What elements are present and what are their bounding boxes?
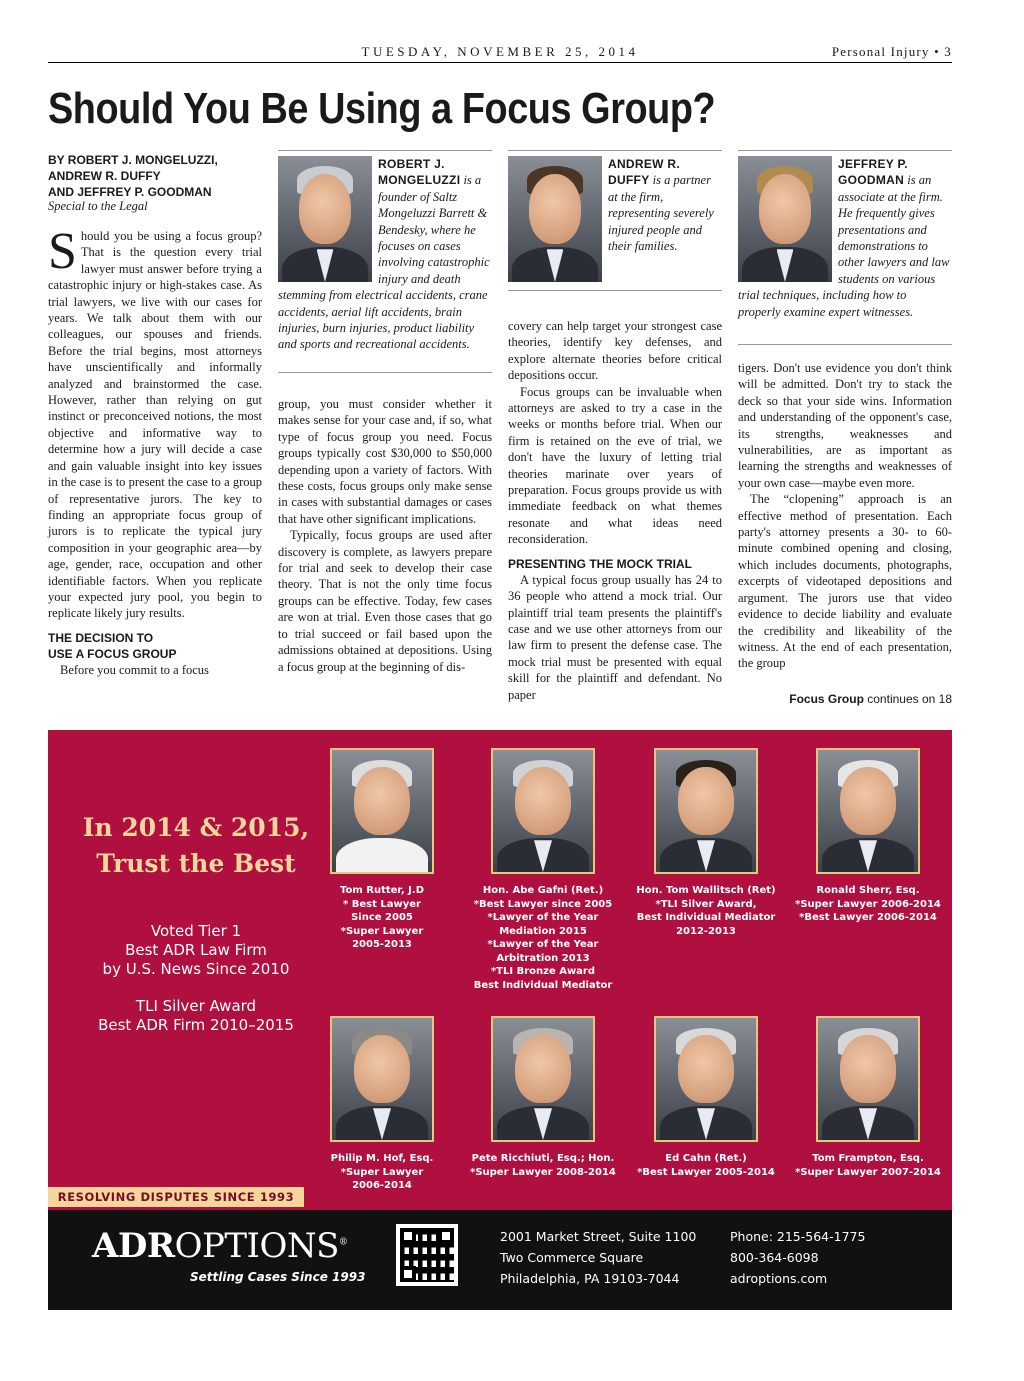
address-line: Philadelphia, PA 19103-7044 — [500, 1271, 680, 1286]
author-bio-mongeluzzi — [278, 156, 492, 353]
ad-photo-gafni — [491, 748, 595, 874]
person-award: *Super Lawyer 2007-2014 — [795, 1166, 941, 1178]
ad-award-text — [48, 997, 344, 1035]
author-bio-text: is an associate at the firm. He frequently gives presentations and demonstrations to other lawyers and law students on various trial techniques, including how to properly examine expert witnesses. — [738, 173, 950, 319]
person-award: *Super Lawyer 2006-2014 — [795, 898, 941, 910]
ad-photo-sherr — [816, 748, 920, 874]
continuation-rest: continues on 18 — [863, 692, 952, 706]
person-award: *Lawyer of the Year — [487, 912, 599, 923]
person-award: *Super Lawyer — [340, 1166, 424, 1178]
address-line: Two Commerce Square — [500, 1250, 644, 1265]
bio-rule — [278, 372, 492, 373]
person-award: Mediation 2015 — [499, 925, 587, 937]
person-name: Ed Cahn (Ret.) — [665, 1153, 747, 1164]
adroptions-logo — [92, 1226, 347, 1266]
person-name: Tom Frampton, Esq. — [812, 1153, 924, 1164]
bio-rule — [508, 290, 722, 291]
person-award: *TLI Silver Award, — [655, 898, 757, 910]
byline-line: AND JEFFREY P. GOODMAN — [48, 185, 212, 199]
phone-number: Phone: 215-564-1775 — [730, 1229, 866, 1244]
ad-caption-frampton — [793, 1152, 943, 1179]
byline-subtitle: Special to the Legal — [48, 199, 148, 213]
paragraph: A typical focus group usually has 24 to 36 people who attend a mock trial. Our plaintiff trial team presents the plaintiff's case and we use other attorneys from our law firm to present the defense case. The mock trial must be presented with equal skill for the plaintiff and defendant. No paper — [508, 572, 722, 702]
ad-photo-hof — [330, 1016, 434, 1142]
person-award: *TLI Bronze Award — [490, 966, 596, 977]
logo-registered: ® — [338, 1237, 348, 1248]
person-award: * Best Lawyer — [343, 898, 421, 910]
ad-banner: RESOLVING DISPUTES SINCE 1993 — [48, 1187, 304, 1207]
paragraph: group, you must consider whether it makes sense for your case and, if so, what type of focus group you need. Focus groups typically cost $30,000 to $50,000 depending upon a variety of factors. With these costs, focus groups only make sense in cases with substantial damages or cases that have other significant implications. — [278, 397, 492, 526]
person-award: Since 2005 — [351, 912, 413, 923]
ad-address — [500, 1226, 696, 1289]
person-award: Best Individual Mediator — [473, 979, 613, 991]
ad-caption-cahn — [631, 1152, 781, 1179]
ad-photo-cahn — [654, 1016, 758, 1142]
person-award: 2012-2013 — [676, 925, 736, 937]
ad-caption-wallitsch — [631, 884, 781, 938]
author-name: JEFFREY P. GOODMAN — [838, 157, 908, 188]
ad-photo-ricchiuti — [491, 1016, 595, 1142]
paragraph: Focus groups can be invaluable when attorneys are asked to try a case in the weeks or months before trial. When our firm is retained on the eve of trial, we don't have the luxury of letting trial theories marinate over years of preparation. Focus groups provide us with immediate feedback on what themes resonate and what ideas need reconsideration. — [508, 384, 722, 547]
ad-text-line: Best ADR Firm 2010–2015 — [98, 1016, 294, 1034]
paragraph: The “clopening” approach is an effective method of presentation. Each party's attorney presents a 30- to 60-minute combined opening and closing, which includes documents, photographs, excerpts of videotaped depositions and argument. The jurors use that video evidence to decide liability and evaluate the credibility and likeability of the witness. At the end of each presentation, the group — [738, 492, 952, 671]
person-award: *Super Lawyer — [340, 925, 424, 937]
ad-caption-rutter — [307, 884, 457, 952]
logo-bold: ADR — [92, 1226, 175, 1266]
person-award: *Best Lawyer 2005-2014 — [637, 1166, 775, 1178]
paragraph: covery can help target your strongest case theories, identify key defenses, and explore alternate theories before critical depositions occur. — [508, 319, 722, 383]
person-name: Hon. Tom Wallitsch (Ret) — [636, 885, 776, 896]
ad-title-line: In 2014 & 2015, — [82, 813, 310, 842]
author-name: ANDREW R. DUFFY — [608, 157, 681, 188]
ad-text-line: Voted Tier 1 — [150, 922, 242, 940]
byline-line: ANDREW R. DUFFY — [48, 169, 161, 183]
ad-photo-rutter — [330, 748, 434, 874]
continuation-note — [789, 692, 952, 706]
author-bio-text: is a partner at the firm, representing severely injured people and their families. — [608, 173, 714, 254]
byline-line: BY ROBERT J. MONGELUZZI, — [48, 153, 218, 167]
article-column-1 — [48, 223, 262, 678]
person-award: 2005-2013 — [352, 939, 412, 950]
bio-rule — [738, 150, 952, 151]
article-column-4 — [738, 360, 952, 672]
bio-rule — [278, 150, 492, 151]
drop-cap: S — [48, 223, 77, 280]
ad-caption-hof — [307, 1152, 457, 1193]
article-headline: Should You Be Using a Focus Group? — [48, 84, 716, 133]
article-column-2 — [278, 396, 492, 675]
ad-text-line: TLI Silver Award — [135, 997, 257, 1015]
ad-photo-frampton — [816, 1016, 920, 1142]
logo-light: OPTIONS — [174, 1226, 339, 1266]
person-name: Hon. Abe Gafni (Ret.) — [482, 885, 604, 896]
byline — [48, 152, 268, 200]
subhead-line: THE DECISION TO — [48, 630, 154, 645]
phone-number: 800-364-6098 — [730, 1250, 819, 1265]
paragraph: tigers. Don't use evidence you don't think will be admitted. Don't try to stack the deck so that your side wins. Information and understanding of the opponent's case, its strengths, weaknesses and vulnerabilities, are as important as learning the strengths and weaknesses of your own case—maybe even more. — [738, 361, 952, 490]
qr-code-icon[interactable] — [396, 1224, 458, 1286]
author-bio-goodman — [738, 156, 952, 320]
person-award: Best Individual Mediator — [636, 912, 776, 923]
subhead-mock-trial: PRESENTING THE MOCK TRIAL — [508, 556, 693, 571]
subhead-line: USE A FOCUS GROUP — [48, 646, 177, 661]
website-link[interactable]: adroptions.com — [730, 1271, 828, 1286]
person-award: Arbitration 2013 — [496, 952, 590, 964]
paragraph: Before you commit to a focus — [60, 662, 209, 677]
ad-contact — [730, 1226, 865, 1289]
ad-caption-gafni — [468, 884, 618, 992]
ad-caption-ricchiuti — [468, 1152, 618, 1179]
continuation-title: Focus Group — [789, 692, 864, 706]
ad-title-line: Trust the Best — [96, 849, 296, 878]
person-award: 2006-2014 — [352, 1180, 412, 1191]
ad-title — [48, 810, 344, 882]
subhead-decision — [48, 630, 262, 662]
header-rule — [48, 62, 952, 63]
article-column-3 — [508, 318, 722, 703]
author-bio-text: is a founder of Saltz Mongeluzzi Barrett & Bendesky, where he focuses on cases involving catastrophic injury and death stemming from electrical accidents, crane accidents, aerial lift accidents, brain injuries, burn injuries, product liability and sports and recreational accidents. — [278, 173, 490, 352]
ad-tagline: Settling Cases Since 1993 — [190, 1270, 366, 1284]
paragraph: Typically, focus groups are used after discovery is complete, as lawyers prepare for trial and seek to develop their case theory. That is not the only time focus groups can be effective. Today, few cases are won at trial. Even those cases that go to trial succeed or fail based upon the admissions obtained at depositions. Using a focus group at the beginning of dis- — [278, 528, 492, 674]
person-name: Philip M. Hof, Esq. — [330, 1153, 434, 1164]
ad-caption-sherr — [793, 884, 943, 925]
section-page-label: Personal Injury • 3 — [831, 44, 952, 59]
person-name: Tom Rutter, J.D — [340, 885, 424, 896]
bio-rule — [508, 150, 722, 151]
ad-photo-wallitsch — [654, 748, 758, 874]
person-award: *Best Lawyer since 2005 — [473, 898, 613, 910]
author-bio-duffy — [508, 156, 722, 284]
person-name: Ronald Sherr, Esq. — [816, 885, 920, 896]
person-award: *Lawyer of the Year — [487, 939, 599, 950]
author-name: ROBERT J. MONGELUZZI — [378, 157, 461, 188]
person-name: Pete Ricchiuti, Esq.; Hon. — [471, 1153, 615, 1164]
person-award: *Best Lawyer 2006-2014 — [799, 912, 937, 923]
ad-text-line: Best ADR Law Firm — [125, 941, 267, 959]
lead-paragraph: hould you be using a focus group? That is the question every trial lawyer must answer before trying a catastrophic injury or high-stakes case. As trial lawyers, we live with our cases for years. We talk about them with our colleagues, our spouses and friends. Before the trial begins, most attorneys have unscientifically and informally analyzed and brainstormed the case. However, rather than relying on gut instinct or preconceived notions, the most objective and informative way to determine how a jury will decide a case and gain valuable insight into key issues in the case is to present the case to a group of representative jurors. The key to finding an appropriate focus group of jurors is to replicate the typical jury composition in your geographic area—by age, gender, race, occupation and other identifiable factors. When you replicate your expected jury pool, you begin to replicate likely jury results. — [48, 229, 262, 621]
issue-date: TUESDAY, NOVEMBER 25, 2014 — [361, 44, 639, 59]
ad-text-line: by U.S. News Since 2010 — [102, 960, 290, 978]
ad-voted-text — [48, 922, 344, 979]
address-line: 2001 Market Street, Suite 1100 — [500, 1229, 697, 1244]
person-award: *Super Lawyer 2008-2014 — [470, 1166, 616, 1178]
bio-rule — [738, 344, 952, 345]
